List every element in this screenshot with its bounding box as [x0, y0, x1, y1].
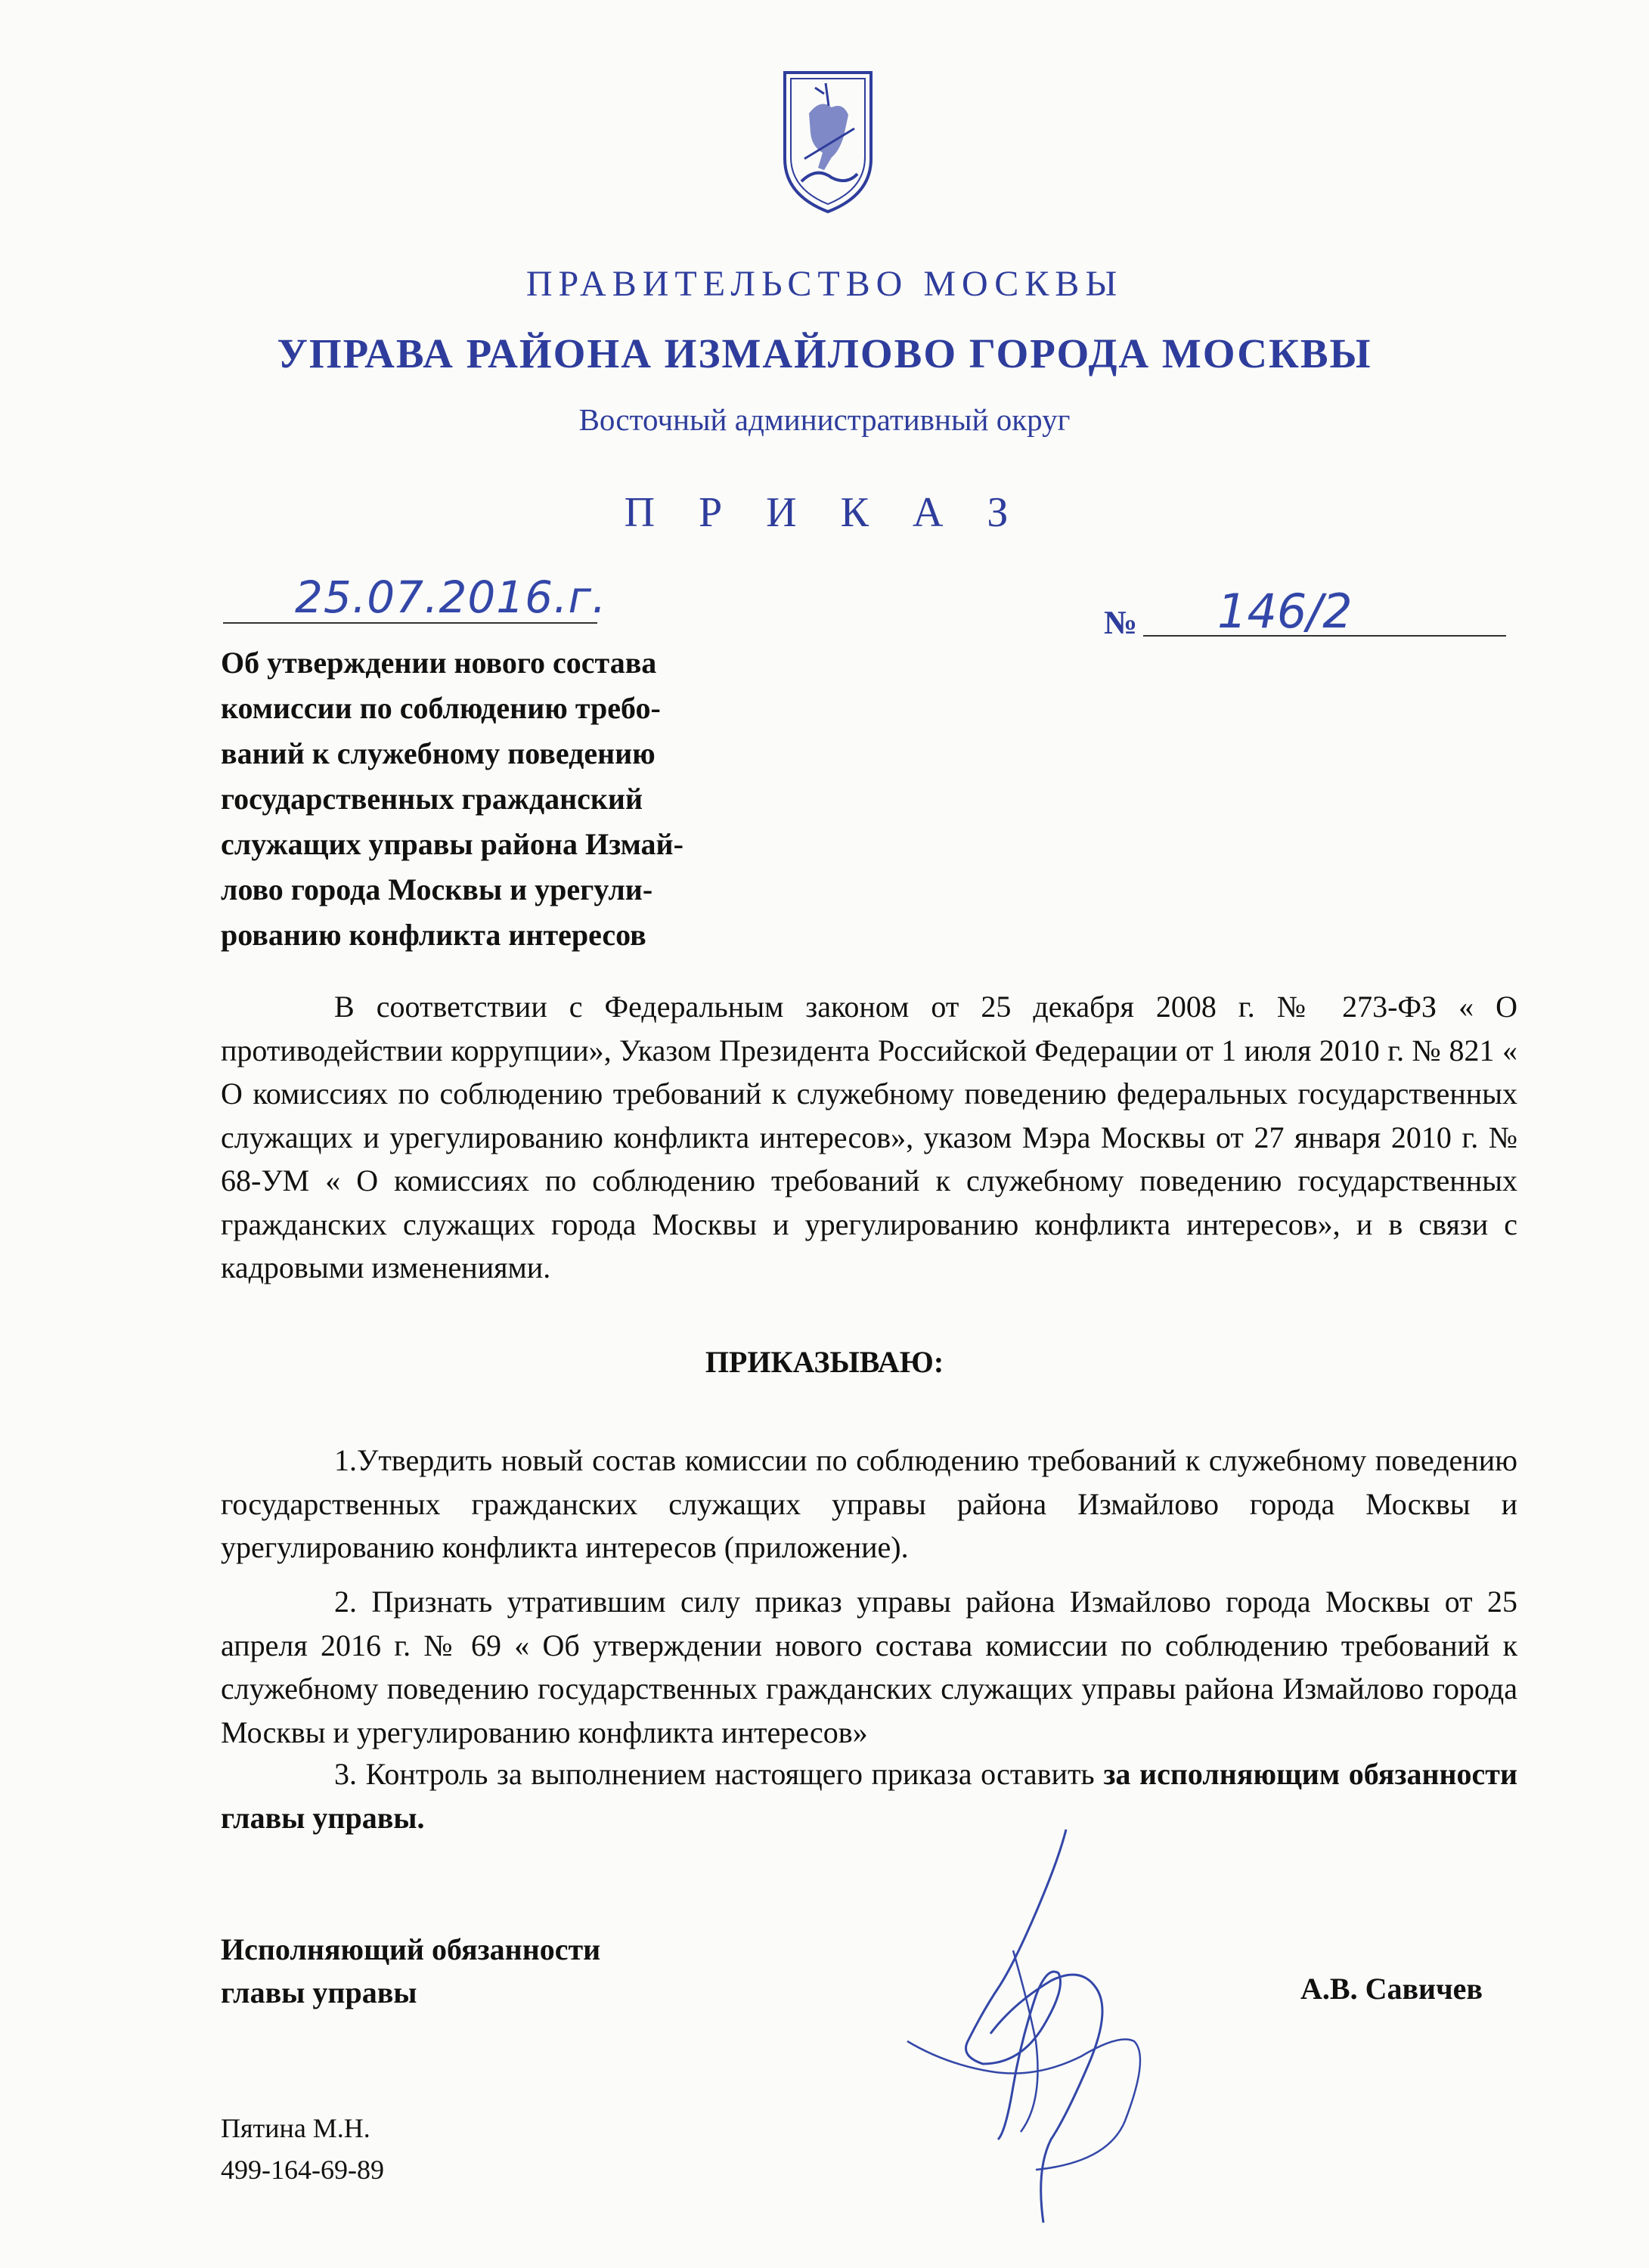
order-item-3-bold: за исполняющим обязанности главы управы.	[221, 1757, 1518, 1835]
okrug-subtitle: Восточный административный округ	[578, 402, 1071, 437]
number-sign: №	[1104, 604, 1138, 641]
order-item-2: 2. Признать утратившим силу приказ управы района Измайлово города Москвы от 25 апреля 2016 г. № 69 « Об утверждении нового состава комиссии по соблюдению требований к служебному поведению государственных гражданских служащих управы района Измайлово города Москвы и урегулированию конфликта интересов»	[221, 1585, 1517, 1749]
uprava-title: УПРАВА РАЙОНА ИЗМАЙЛОВО ГОРОДА МОСКВЫ	[277, 330, 1372, 376]
executor-name: Пятина М.Н.	[221, 2113, 370, 2143]
signer-title: Исполняющий обязанности главы управы	[221, 1932, 601, 2009]
order-number: 146/2	[1217, 584, 1353, 639]
number-underline	[1143, 635, 1506, 637]
executor-phone: 499-164-69-89	[221, 2155, 384, 2185]
signer-name: А.В. Савичев	[1300, 1972, 1483, 2006]
order-heading: ПРИКАЗЫВАЮ:	[705, 1345, 944, 1379]
order-item-3-text: 3. Контроль за выполнением настоящего приказа оставить	[334, 1757, 1104, 1791]
handwritten-signature-icon	[885, 1814, 1172, 2238]
order-item-1: 1.Утвердить новый состав комиссии по соблюдению требований к служебному поведению государственных гражданских служащих управы района Измайлово города Москвы и урегулированию конфликта интересов (приложение).	[221, 1443, 1517, 1564]
document-type: П Р И К А З	[624, 489, 1025, 536]
intro-paragraph: В соответствии с Федеральным законом от 25 декабря 2008 г. № 273-ФЗ « О противодействии коррупции», Указом Президента Российской Федерации от 1 июля 2010 г. № 821 « О комиссиях по соблюдению требований к служебному поведению федеральных государственных служащих и урегулированию конфликта интересов», указом Мэра Москвы от 27 января 2010 г. № 68-УМ « О комиссиях по соблюдению требований к служебному поведению государственных гражданских служащих города Москвы и урегулированию конфликта интересов», и в связи с кадровыми изменениями.	[221, 990, 1517, 1284]
order-item-3	[221, 1752, 1517, 1839]
government-title: ПРАВИТЕЛЬСТВО МОСКВЫ	[525, 264, 1124, 304]
order-date: 25.07.2016.г.	[295, 572, 607, 623]
moscow-coat-of-arms-icon	[779, 68, 877, 215]
order-subject: Об утверждении нового состава комиссии по соблюдению требо- ваний к служебному поведению государственных гражданский служащих управы района Измай- лово города Москвы и урегули- рованию конфликта интересов	[221, 646, 683, 952]
date-underline	[223, 622, 597, 624]
